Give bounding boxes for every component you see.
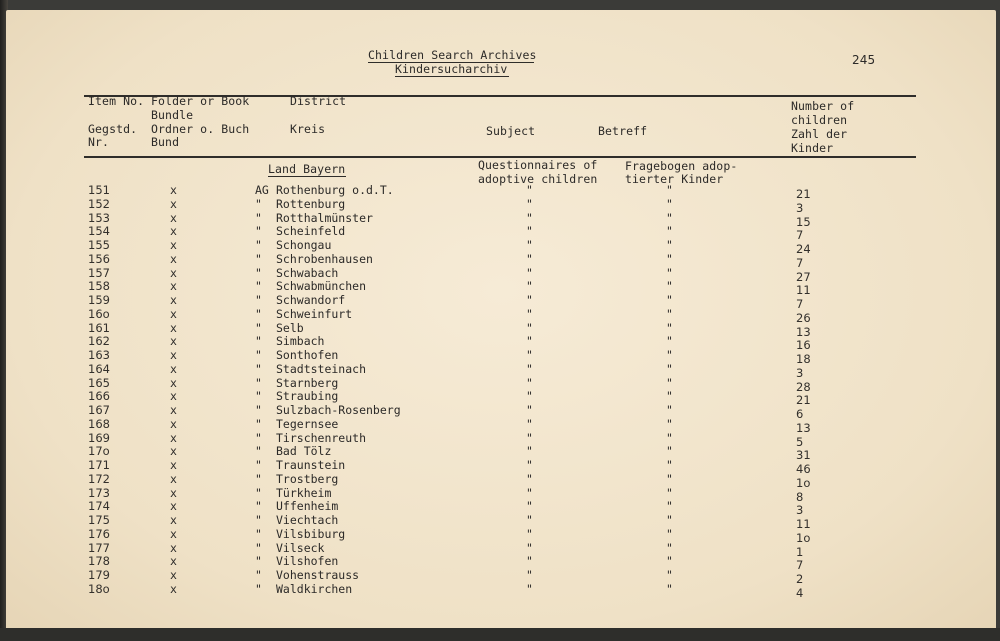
subtitle-underline bbox=[395, 76, 509, 77]
district-prefix: " bbox=[255, 361, 262, 376]
subject-en-ditto: " bbox=[526, 279, 533, 294]
table-row bbox=[0, 568, 1000, 586]
children-count: 11 bbox=[796, 517, 811, 531]
district-prefix: " bbox=[255, 444, 262, 459]
district-prefix: " bbox=[255, 293, 262, 307]
subject-en-ditto: " bbox=[526, 471, 533, 486]
subject-en-ditto: " bbox=[526, 458, 533, 472]
subject-en-ditto: " bbox=[526, 224, 533, 239]
district-prefix: " bbox=[255, 416, 262, 431]
document-title: Children Search Archives bbox=[368, 48, 537, 62]
folder-mark: x bbox=[170, 334, 177, 349]
folder-mark: x bbox=[170, 458, 177, 472]
subject-de-ditto: " bbox=[666, 485, 673, 500]
children-count: 1 bbox=[796, 544, 804, 559]
folder-mark: x bbox=[170, 540, 177, 555]
district-name: Straubing bbox=[276, 389, 339, 404]
children-count: 46 bbox=[796, 462, 811, 476]
folder-mark: x bbox=[170, 238, 177, 252]
item-number: 175 bbox=[88, 513, 110, 527]
table-row bbox=[0, 210, 1000, 229]
table-row bbox=[0, 513, 1000, 531]
children-count: 3 bbox=[796, 365, 804, 380]
item-number: 161 bbox=[88, 320, 110, 335]
table-row bbox=[0, 334, 1000, 353]
district-name: Tirschenreuth bbox=[276, 430, 367, 445]
folder-mark: x bbox=[170, 279, 177, 294]
folder-mark: x bbox=[170, 568, 177, 582]
subject-de-ditto: " bbox=[666, 251, 673, 266]
district-prefix: " bbox=[255, 238, 262, 252]
table-row bbox=[0, 375, 1000, 394]
children-count: 2 bbox=[796, 572, 804, 586]
folder-mark: x bbox=[170, 581, 177, 596]
subject-de-ditto: " bbox=[666, 265, 673, 280]
item-number: 164 bbox=[88, 361, 110, 376]
table-row bbox=[0, 554, 1000, 573]
subject-en-ditto: " bbox=[526, 375, 533, 390]
subject-en-ditto: " bbox=[526, 554, 533, 569]
subject-en-line-2: adoptive children bbox=[478, 172, 598, 186]
children-count: 1o bbox=[796, 530, 811, 545]
col-item-en: Item No. bbox=[88, 94, 145, 108]
table-row bbox=[0, 224, 1000, 243]
subject-de-ditto: " bbox=[666, 540, 673, 555]
item-number: 173 bbox=[88, 485, 110, 500]
district-prefix: " bbox=[255, 485, 262, 500]
subject-en-ditto: " bbox=[526, 210, 533, 225]
district-prefix: " bbox=[255, 499, 262, 514]
item-number: 176 bbox=[88, 526, 110, 541]
page-number: 245 bbox=[852, 53, 876, 67]
district-prefix: " bbox=[255, 348, 262, 362]
subject-en-ditto: " bbox=[526, 251, 533, 266]
subject-de-ditto: " bbox=[666, 403, 673, 417]
subject-en-ditto: " bbox=[526, 265, 533, 280]
district-name: Sulzbach-Rosenberg bbox=[276, 403, 401, 417]
item-number: 155 bbox=[88, 238, 110, 252]
children-count: 18 bbox=[796, 352, 811, 366]
folder-mark: x bbox=[170, 471, 177, 486]
children-count: 28 bbox=[796, 379, 811, 394]
children-count: 1o bbox=[796, 475, 811, 490]
item-number: 178 bbox=[88, 554, 110, 569]
folder-mark: x bbox=[170, 348, 177, 362]
subject-de-ditto: " bbox=[666, 444, 673, 459]
table-row bbox=[0, 581, 1000, 600]
district-prefix: " bbox=[255, 568, 262, 582]
district-prefix: " bbox=[255, 320, 262, 335]
subject-de-ditto: " bbox=[666, 389, 673, 404]
subject-de-ditto: " bbox=[666, 471, 673, 486]
folder-mark: x bbox=[170, 375, 177, 390]
item-number: 152 bbox=[88, 196, 110, 211]
district-prefix: " bbox=[255, 540, 262, 555]
district-name: Schongau bbox=[276, 238, 332, 252]
folder-mark: x bbox=[170, 306, 177, 321]
item-number: 17o bbox=[88, 444, 110, 459]
table-row bbox=[0, 540, 1000, 559]
subject-en-ditto: " bbox=[526, 430, 533, 445]
district-prefix: " bbox=[255, 251, 262, 266]
district-prefix: " bbox=[255, 334, 262, 349]
children-count: 24 bbox=[796, 242, 811, 256]
subject-de-ditto: " bbox=[666, 430, 673, 445]
subject-de-ditto: " bbox=[666, 375, 673, 390]
district-name: Bad Tölz bbox=[276, 444, 332, 459]
table-row bbox=[0, 196, 1000, 215]
district-name: Schrobenhausen bbox=[276, 251, 373, 266]
item-number: 169 bbox=[88, 430, 110, 445]
subject-en-ditto: " bbox=[526, 403, 533, 417]
document-subtitle: Kindersucharchiv bbox=[395, 62, 508, 76]
district-name: Tegernsee bbox=[276, 416, 339, 431]
item-number: 167 bbox=[88, 403, 110, 417]
district-name: Schwandorf bbox=[276, 293, 346, 307]
subject-de-ditto: " bbox=[666, 554, 673, 569]
subject-de-ditto: " bbox=[666, 196, 673, 211]
subject-en-ditto: " bbox=[526, 581, 533, 596]
item-number: 163 bbox=[88, 348, 110, 362]
item-number: 168 bbox=[88, 416, 110, 431]
table-row bbox=[0, 485, 1000, 504]
subject-en-ditto: " bbox=[526, 526, 533, 541]
table-row bbox=[0, 306, 1000, 325]
col-number-1: Number of bbox=[791, 99, 855, 113]
subject-de-ditto: " bbox=[666, 348, 673, 362]
children-count: 15 bbox=[796, 214, 811, 229]
table-row bbox=[0, 320, 1000, 339]
table-row bbox=[0, 265, 1000, 284]
table-row bbox=[0, 238, 1000, 256]
children-count: 27 bbox=[796, 269, 811, 284]
col-number-2: children bbox=[791, 113, 848, 127]
district-name: Traunstein bbox=[276, 458, 346, 472]
district-name: Stadtsteinach bbox=[276, 361, 367, 376]
district-prefix: " bbox=[255, 196, 262, 211]
district-name: Vohenstrauss bbox=[276, 568, 360, 582]
subject-en-ditto: " bbox=[526, 196, 533, 211]
table-row bbox=[0, 389, 1000, 408]
item-number: 151 bbox=[88, 183, 110, 197]
district-name: Vilsbiburg bbox=[276, 526, 346, 541]
district-prefix: " bbox=[255, 554, 262, 569]
scan-bottom-edge bbox=[0, 628, 1000, 641]
table-row bbox=[0, 430, 1000, 449]
subject-de-ditto: " bbox=[666, 361, 673, 376]
district-name: Schwabmünchen bbox=[276, 279, 367, 294]
subject-en-ditto: " bbox=[526, 513, 533, 527]
col-number-4: Kinder bbox=[791, 141, 834, 155]
item-number: 165 bbox=[88, 375, 110, 390]
folder-mark: x bbox=[170, 554, 177, 569]
table-row bbox=[0, 361, 1000, 380]
district-prefix: " bbox=[255, 513, 262, 527]
folder-mark: x bbox=[170, 389, 177, 404]
item-number: 157 bbox=[88, 265, 110, 280]
subject-en-ditto: " bbox=[526, 389, 533, 404]
col-subject-en: Subject bbox=[486, 124, 536, 138]
children-count: 11 bbox=[796, 283, 811, 298]
section-label: Land Bayern bbox=[268, 162, 346, 176]
children-count: 8 bbox=[796, 489, 804, 504]
table-row bbox=[0, 403, 1000, 421]
folder-mark: x bbox=[170, 485, 177, 500]
district-name: Vilseck bbox=[276, 540, 325, 555]
district-prefix: " bbox=[255, 403, 262, 417]
district-name: Vilshofen bbox=[276, 554, 339, 569]
children-count: 7 bbox=[796, 228, 804, 243]
children-count: 31 bbox=[796, 448, 811, 463]
district-name: Türkheim bbox=[276, 485, 332, 500]
subject-en-ditto: " bbox=[526, 444, 533, 459]
table-row bbox=[0, 183, 1000, 201]
subject-de-ditto: " bbox=[666, 568, 673, 582]
col-item-de-1: Gegstd. bbox=[88, 122, 138, 136]
district-name: Starnberg bbox=[276, 375, 339, 390]
item-number: 16o bbox=[88, 306, 110, 321]
table-row bbox=[0, 251, 1000, 270]
subject-de-ditto: " bbox=[666, 224, 673, 239]
folder-mark: x bbox=[170, 416, 177, 431]
subject-de-ditto: " bbox=[666, 238, 673, 252]
subject-de-ditto: " bbox=[666, 499, 673, 514]
children-count: 16 bbox=[796, 338, 811, 353]
item-number: 159 bbox=[88, 293, 110, 307]
folder-mark: x bbox=[170, 293, 177, 307]
item-number: 158 bbox=[88, 279, 110, 294]
col-folder-de-1: Ordner o. Buch bbox=[151, 122, 250, 136]
table-row bbox=[0, 471, 1000, 490]
district-name: Selb bbox=[276, 320, 304, 335]
children-count: 6 bbox=[796, 407, 804, 421]
table-row bbox=[0, 444, 1000, 463]
item-number: 172 bbox=[88, 471, 110, 486]
folder-mark: x bbox=[170, 444, 177, 459]
subject-en-ditto: " bbox=[526, 348, 533, 362]
district-name: Schweinfurt bbox=[276, 306, 353, 321]
district-prefix: AG bbox=[255, 183, 269, 197]
folder-mark: x bbox=[170, 499, 177, 514]
subject-de-ditto: " bbox=[666, 320, 673, 335]
children-count: 3 bbox=[796, 503, 804, 518]
subject-en-ditto: " bbox=[526, 334, 533, 349]
district-prefix: " bbox=[255, 526, 262, 541]
item-number: 177 bbox=[88, 540, 110, 555]
subject-de-ditto: " bbox=[666, 293, 673, 307]
subject-en-ditto: " bbox=[526, 320, 533, 335]
table-row bbox=[0, 526, 1000, 545]
col-folder-de-2: Bund bbox=[151, 135, 180, 149]
district-name: Schwabach bbox=[276, 265, 339, 280]
subject-de-ditto: " bbox=[666, 210, 673, 225]
subject-en-ditto: " bbox=[526, 293, 533, 307]
folder-mark: x bbox=[170, 224, 177, 239]
subject-de-ditto: " bbox=[666, 183, 673, 197]
folder-mark: x bbox=[170, 196, 177, 211]
col-number-3: Zahl der bbox=[791, 127, 848, 141]
folder-mark: x bbox=[170, 513, 177, 527]
subject-de-ditto: " bbox=[666, 513, 673, 527]
col-item-de-2: Nr. bbox=[88, 135, 110, 149]
district-name: Viechtach bbox=[276, 513, 339, 527]
folder-mark: x bbox=[170, 526, 177, 541]
subject-en-line-1: Questionnaires of bbox=[478, 158, 598, 172]
folder-mark: x bbox=[170, 430, 177, 445]
subject-en-ditto: " bbox=[526, 183, 533, 197]
district-name: Simbach bbox=[276, 334, 325, 349]
children-count: 21 bbox=[796, 187, 811, 201]
folder-mark: x bbox=[170, 320, 177, 335]
subject-en-ditto: " bbox=[526, 238, 533, 252]
children-count: 13 bbox=[796, 324, 811, 339]
folder-mark: x bbox=[170, 210, 177, 225]
district-prefix: " bbox=[255, 389, 262, 404]
district-prefix: " bbox=[255, 581, 262, 596]
col-district-de: Kreis bbox=[290, 122, 326, 136]
item-number: 153 bbox=[88, 210, 110, 225]
folder-mark: x bbox=[170, 403, 177, 417]
subject-en-ditto: " bbox=[526, 499, 533, 514]
subject-de-ditto: " bbox=[666, 458, 673, 472]
table-row bbox=[0, 348, 1000, 366]
district-prefix: " bbox=[255, 458, 262, 472]
col-subject-de: Betreff bbox=[598, 124, 648, 138]
item-number: 179 bbox=[88, 568, 110, 582]
children-count: 5 bbox=[796, 434, 804, 449]
children-count: 26 bbox=[796, 310, 811, 325]
section-underline bbox=[268, 176, 346, 177]
item-number: 18o bbox=[88, 581, 110, 596]
item-number: 171 bbox=[88, 458, 110, 472]
item-number: 174 bbox=[88, 499, 110, 514]
subject-en-ditto: " bbox=[526, 361, 533, 376]
subject-en-ditto: " bbox=[526, 306, 533, 321]
district-prefix: " bbox=[255, 224, 262, 239]
district-name: Uffenheim bbox=[276, 499, 339, 514]
subject-en-ditto: " bbox=[526, 568, 533, 582]
folder-mark: x bbox=[170, 265, 177, 280]
table-row bbox=[0, 279, 1000, 298]
children-count: 4 bbox=[796, 585, 804, 600]
district-prefix: " bbox=[255, 265, 262, 280]
col-district-en: District bbox=[290, 94, 347, 108]
children-count: 21 bbox=[796, 393, 811, 408]
subject-de-ditto: " bbox=[666, 306, 673, 321]
district-name: Rottenburg bbox=[276, 196, 346, 211]
children-count: 3 bbox=[796, 200, 804, 215]
district-prefix: " bbox=[255, 375, 262, 390]
district-name: Trostberg bbox=[276, 471, 339, 486]
table-row bbox=[0, 416, 1000, 435]
district-prefix: " bbox=[255, 471, 262, 486]
subject-en-ditto: " bbox=[526, 416, 533, 431]
children-count: 7 bbox=[796, 558, 804, 573]
district-name: Sonthofen bbox=[276, 348, 339, 362]
district-name: Scheinfeld bbox=[276, 224, 346, 239]
subject-de-line-1: Fragebogen adop- bbox=[625, 159, 738, 173]
district-prefix: " bbox=[255, 210, 262, 225]
children-count: 7 bbox=[796, 297, 804, 311]
subject-de-ditto: " bbox=[666, 334, 673, 349]
folder-mark: x bbox=[170, 361, 177, 376]
subject-en-ditto: " bbox=[526, 540, 533, 555]
children-count: 7 bbox=[796, 255, 804, 270]
item-number: 166 bbox=[88, 389, 110, 404]
item-number: 154 bbox=[88, 224, 110, 239]
district-name: Waldkirchen bbox=[276, 581, 353, 596]
district-prefix: " bbox=[255, 279, 262, 294]
subject-de-ditto: " bbox=[666, 581, 673, 596]
table-row bbox=[0, 458, 1000, 476]
subject-de-ditto: " bbox=[666, 526, 673, 541]
item-number: 162 bbox=[88, 334, 110, 349]
table-row bbox=[0, 499, 1000, 518]
item-number: 156 bbox=[88, 251, 110, 266]
subject-de-ditto: " bbox=[666, 279, 673, 294]
table-row bbox=[0, 293, 1000, 311]
folder-mark: x bbox=[170, 183, 177, 197]
subject-de-line-2: tierter Kinder bbox=[625, 172, 724, 186]
subject-de-ditto: " bbox=[666, 416, 673, 431]
district-name: Rothenburg o.d.T. bbox=[276, 183, 394, 197]
district-name: Rotthalmünster bbox=[276, 210, 373, 225]
district-prefix: " bbox=[255, 306, 262, 321]
district-prefix: " bbox=[255, 430, 262, 445]
children-count: 13 bbox=[796, 420, 811, 435]
col-folder-en-1: Folder or Book bbox=[151, 94, 250, 108]
folder-mark: x bbox=[170, 251, 177, 266]
subject-en-ditto: " bbox=[526, 485, 533, 500]
col-folder-en-2: Bundle bbox=[151, 108, 194, 122]
